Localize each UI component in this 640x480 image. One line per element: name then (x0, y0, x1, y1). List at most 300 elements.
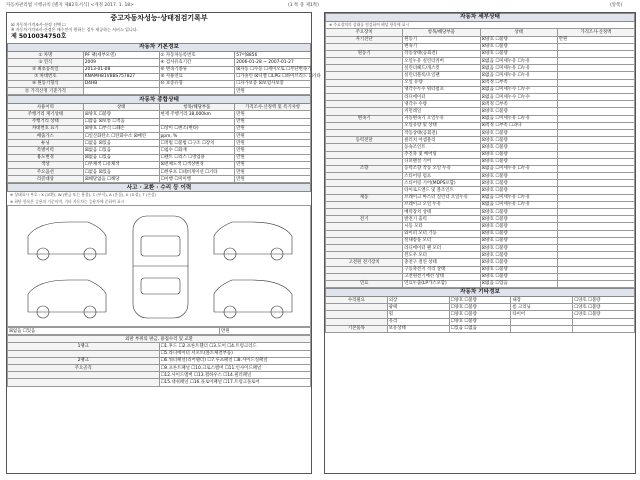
overall-cell: 배출가스 (8, 133, 84, 140)
basic-cell: ☒자동 ☐수동 ☐세미오토 ☐무단변속기 (236, 67, 312, 73)
overall-cell: ☐없음 ☒있음 (83, 168, 159, 175)
overall-cell: 만원 (235, 154, 311, 161)
overall-row (8, 176, 311, 183)
overall-cell: 리콜대상 (8, 176, 84, 183)
detail-cell (326, 86, 403, 93)
detail-cell: ☒양호 ☐불량 (480, 237, 557, 244)
overall-cell: 만원 (235, 168, 311, 175)
basic-cell: ③ 연식 (8, 59, 84, 66)
section-overall-status: 자동차 종합상태 (8, 96, 311, 104)
detail-row (326, 58, 635, 65)
basic-cell: 2013-01-08 (83, 66, 159, 73)
detail-cell: ☒양호 ☐불량 (480, 216, 557, 223)
detail-cell (557, 137, 634, 144)
detail-cell: ☒없음 ☐미세누유 ☐누유 (480, 72, 557, 79)
parts-row (8, 372, 311, 379)
basic-row (8, 52, 311, 59)
detail-cell: ☒양호 ☐불량 (480, 144, 557, 151)
parts-row (8, 357, 311, 364)
detail-cell: ☒없음 ☐미세누유 ☐누유 (480, 201, 557, 208)
document-number: 제 5010034750호 (11, 33, 67, 41)
etc-cell: 룸 크리닝 (511, 304, 573, 311)
parts-title: 외판 부위의 판금, 용접수리 및 교환 (8, 336, 311, 343)
basic-cell: ☐자가보증 ☒보험사보증 (235, 80, 311, 87)
etc-cell: 내장 (511, 297, 573, 304)
form-law-ref: 자동차관리법 시행규칙 [별지 제82호서식] <개정 2017. 1. 18> (6, 3, 134, 8)
overall-cell: 만원 (235, 147, 311, 154)
overall-cell: 만원 (235, 133, 311, 140)
detail-cell: ☒양호 ☐불량 (480, 151, 557, 158)
detail-cell: 제동 (326, 194, 403, 201)
section-accident: 사고 · 교환 · 수리 등 이력 (8, 184, 311, 192)
col-item: 항목/해당부품 (159, 104, 235, 111)
detail-cell: 동력조향 작동 오일 누유 (403, 165, 480, 172)
overall-row (8, 168, 311, 175)
basic-cell: ☐가솔린 ☒디젤 ☐LPG ☐하이브리드 ☐기타 (236, 74, 321, 80)
detail-cell (326, 158, 403, 165)
detail-row (326, 72, 635, 79)
parts-row (8, 364, 311, 371)
detail-cell: 동력전달 (326, 137, 403, 144)
basic-cell: PF 팩(세부모델) (83, 52, 159, 59)
detail-cell: ☒양호 ☐불량 (480, 173, 557, 180)
detail-row (326, 137, 635, 144)
accident-table (7, 183, 311, 192)
parts-cell (8, 350, 160, 357)
detail-row (326, 86, 635, 93)
detail-row (326, 201, 635, 208)
detail-cell (557, 194, 634, 201)
repair-flag: ☒없음 ☐있음 (8, 328, 220, 335)
detail-row (326, 187, 635, 194)
detail-row (326, 158, 635, 165)
overall-cell: 차대번호 표기 (8, 125, 84, 132)
basic-cell (159, 88, 235, 95)
detail-row (326, 266, 635, 273)
parts-cell: ☐1.후드 ☐2.프론트휀더 ☐3.도어 ☐4.트렁크리드 (159, 343, 311, 350)
detail-cell: 만원 (557, 36, 634, 43)
parts-row (8, 379, 311, 386)
etc-cell: 휠 (387, 311, 449, 318)
detail-cell: ☒양호 ☐불량 (480, 259, 557, 266)
detail-cell (326, 223, 403, 230)
detail-cell (557, 115, 634, 122)
detail-cell (557, 223, 634, 230)
basic-cell: ⑤ 최초등록일 (8, 66, 84, 73)
overall-row (8, 111, 311, 118)
etc-cell: ☐양호 ☐불량 (573, 311, 635, 318)
top-bar (0, 0, 640, 10)
overall-cell: ☐침수 ☐화재 (159, 147, 235, 154)
detail-cell: 스티어링 펌프 (403, 173, 480, 180)
basic-cell: ⑥ 변속기종류 (159, 66, 235, 73)
detail-row (326, 223, 635, 230)
detail-cell: ☒양호 ☐불량 (480, 273, 557, 280)
etc-cell: ☐양호 ☐불량 (449, 297, 511, 304)
detail-row (326, 94, 635, 101)
back-page (324, 12, 636, 474)
detail-row (326, 244, 635, 251)
overall-cell: 용도변경 (8, 154, 84, 161)
etc-row (326, 325, 635, 332)
overall-cell: ☐없음 ☒있음 (83, 140, 159, 147)
detail-cell: 연료누출(LP가스포함) (403, 280, 480, 287)
basic-cell: ⑦ 차대번호 (8, 73, 84, 80)
detail-cell: 커먼레일 (403, 108, 480, 115)
detail-cell (326, 65, 403, 72)
detail-cell: ☒없음 ☐미세누유 ☐누유 (480, 194, 557, 201)
detail-cell (326, 58, 403, 65)
detail-row (326, 237, 635, 244)
detail-cell (557, 43, 634, 50)
basic-row (8, 88, 311, 95)
etc-cell: 외장 (387, 297, 449, 304)
detail-cell (557, 252, 634, 259)
basic-cell: ⑩ 보증유형 (159, 80, 235, 87)
basic-cell (83, 88, 159, 95)
overall-cell: 현재 주행거리 38,000km (159, 111, 235, 118)
parts-cell (8, 379, 160, 386)
col-state: 상태 (83, 104, 159, 111)
parts-table (7, 335, 311, 386)
detail-cell: ☒없음 ☐미세누수 ☐누수 (480, 94, 557, 101)
detail-row (326, 230, 635, 237)
detail-cell: ☒없음 ☐있음 (480, 280, 557, 287)
detail-cell: ☒양호 ☐불량 (480, 137, 557, 144)
detail-cell (326, 144, 403, 151)
repair-flag-table (7, 327, 311, 335)
detail-cell (557, 165, 634, 172)
detail-cell: 실린더블록/오일팬 (403, 72, 480, 79)
detail-cell: 타이로드엔드 및 볼조인트 (403, 187, 480, 194)
detail-row (326, 43, 635, 50)
basic-row (8, 59, 311, 66)
detail-cell: 원동기 (326, 50, 403, 57)
basic-row (8, 80, 311, 87)
detail-cell: ☒양호 ☐불량 (480, 209, 557, 216)
basic-row (8, 73, 311, 80)
detail-cell (557, 216, 634, 223)
etc-cell (326, 304, 388, 311)
detail-row (326, 115, 635, 122)
detail-cell: ☒양호 ☐불량 (480, 36, 557, 43)
basic-cell: ⑪ 가격산정 기준가격 (8, 88, 84, 95)
detail-cell (557, 50, 634, 57)
etc-row (326, 311, 635, 318)
basic-cell: D4HB (83, 80, 159, 87)
detail-cell (557, 86, 634, 93)
overall-cell: 만원 (235, 161, 311, 168)
detail-cell: ☒양호 ☐불량 (480, 50, 557, 57)
detail-cell: ☒양호 ☐불량 (480, 223, 557, 230)
overall-row (8, 118, 311, 125)
repair-price: 만원 (220, 328, 311, 335)
detail-cell: 디퍼렌셜 기어 (403, 158, 480, 165)
detail-cell (326, 252, 403, 259)
etc-cell (511, 325, 573, 332)
etc-cell: 타이어 (511, 311, 573, 318)
detail-cell (326, 230, 403, 237)
detail-cell (326, 209, 403, 216)
detail-cell: ☒양호 ☐불량 (480, 230, 557, 237)
car-outline-drawing (8, 206, 312, 326)
basic-cell: 만원 (235, 88, 311, 95)
overall-cell: ☐많음 ☒보통 ☐적음 (83, 118, 159, 125)
detail-cell: 자동변속기 오일누유 (403, 115, 480, 122)
etc-table (325, 288, 635, 333)
detail-cell (557, 259, 634, 266)
detail-cell: 추진축 및 베어링 (403, 151, 480, 158)
detail-cell (557, 101, 634, 108)
etc-cell (573, 325, 635, 332)
detail-cell (326, 266, 403, 273)
detail-cell: 클러치 어셈블리 (403, 137, 480, 144)
overall-cell: 주요옵션 (8, 168, 84, 175)
etc-cell: ☐양호 ☐불량 (449, 318, 511, 325)
detail-cell: 브레이크 오일 누유 (403, 201, 480, 208)
detail-cell: 고전원 전기장치 (326, 259, 403, 266)
col-detail-price: 가격조사·산정액 (557, 29, 634, 36)
detail-cell: 변속기 (326, 115, 403, 122)
overall-cell: ☒양호 ☐부식 ☐훼손 (83, 125, 159, 132)
detail-cell: 발전기 출력 (403, 216, 480, 223)
overall-cell: 만원 (235, 140, 311, 147)
detail-row (326, 144, 635, 151)
detail-cell: ☒양호 ☐불량 (480, 108, 557, 115)
detail-cell: 냉각수 수량 (403, 101, 480, 108)
overall-row (8, 154, 311, 161)
overall-row (8, 161, 311, 168)
col-price: 가격조사·산정액 및 특기사항 (235, 104, 311, 111)
overall-cell: 만원 (235, 176, 311, 183)
detail-cell (326, 273, 403, 280)
col-device: 주요장치 (326, 29, 403, 36)
parts-cell: ☐5.라디에이터 서포트(볼트체결부품) (159, 350, 311, 357)
parts-cell: ☐12.사이드멤버 ☐13.휠하우스 ☐14.필러패널 (159, 372, 311, 379)
detail-row (326, 50, 635, 57)
detail-cell: 와이퍼 모터 기능 (403, 230, 480, 237)
detail-cell (557, 94, 634, 101)
overall-cell: ☐이행 ☐미이행 (159, 176, 235, 183)
overall-status-table (7, 95, 311, 183)
detail-cell (326, 72, 403, 79)
basic-cell: 2006-01-28 ~ 2007-01-27 (235, 59, 311, 66)
overall-cell: ☐무채색 ☐유채색 (83, 161, 159, 168)
detail-cell (326, 173, 403, 180)
detail-cell (557, 280, 634, 287)
detail-row (326, 209, 635, 216)
detail-cell (326, 237, 403, 244)
overall-cell: ☒없음 ☐있음 (83, 147, 159, 154)
detail-cell (557, 79, 634, 86)
detail-row (326, 101, 635, 108)
etc-cell (326, 318, 388, 325)
detail-note: ※ 주요장치의 상태를 점검하여 해당 항목에 표시 (326, 22, 635, 29)
car-parts-diagram (7, 205, 311, 327)
detail-cell: 실린더헤드/개스킷 (403, 65, 480, 72)
etc-cell (511, 318, 573, 325)
overall-cell: 만원 (235, 118, 311, 125)
detail-cell (557, 201, 634, 208)
detail-cell: ☒적정 ☐부족 ☐과다 (480, 122, 557, 129)
basic-cell: ⑨ 원동기형식 (8, 80, 84, 87)
detail-table (325, 13, 635, 288)
overall-cell: ☐렌트 ☐리스 ☐영업용 (159, 154, 235, 161)
overall-cell: 만원 (235, 125, 311, 132)
detail-cell: 오일누유 실린더커버 (403, 58, 480, 65)
detail-cell (557, 230, 634, 237)
detail-cell: ☒없음 ☐미세누수 ☐누수 (480, 86, 557, 93)
detail-cell: 라디에이터 팬 모터 (403, 244, 480, 251)
parts-cell: ☐6.쿼터패널(리어휀더) ☐7.루프패널 ☐8.사이드실패널 (159, 357, 311, 364)
detail-cell: ☒양호 ☐불량 (480, 252, 557, 259)
parts-cell: ☐15.대쉬패널 ☐16.플로어패널 ☐17.트렁크플로어 (159, 379, 311, 386)
detail-cell: 스티어링 기어(MDPS포함) (403, 180, 480, 187)
detail-cell: 배력장치 상태 (403, 209, 480, 216)
detail-cell: ☒양호 ☐불량 (480, 266, 557, 273)
detail-row (326, 36, 635, 43)
overall-cell: 특별이력 (8, 147, 84, 154)
detail-row (326, 129, 635, 136)
etc-cell: 보유상태 (387, 325, 449, 332)
detail-cell: 브레이크 마스터 실린더 오일누유 (403, 194, 480, 201)
detail-cell: 구동축전지 격리 상태 (403, 266, 480, 273)
etc-cell: ☐양호 ☐불량 (573, 304, 635, 311)
detail-cell (557, 129, 634, 136)
detail-row (326, 280, 635, 287)
detail-cell (557, 273, 634, 280)
overall-cell: 색상 (8, 161, 84, 168)
detail-cell: 냉각수누수 워터펌프 (403, 86, 480, 93)
detail-cell (557, 237, 634, 244)
etc-cell: ☐양호 ☐불량 (573, 297, 635, 304)
detail-cell (557, 180, 634, 187)
detail-cell (557, 187, 634, 194)
detail-cell (326, 180, 403, 187)
section-basic-info: 자동차 기본정보 (8, 44, 311, 52)
detail-cell: 원동기 (403, 36, 480, 43)
etc-row (326, 297, 635, 304)
detail-cell (326, 43, 403, 50)
detail-cell: ☒양호 ☐불량 (480, 187, 557, 194)
detail-row (326, 259, 635, 266)
overall-cell: ☐상이 ☐변조(변타) (159, 125, 235, 132)
detail-cell: ☒적정 ☐부족 (480, 79, 557, 86)
overall-cell: 만원 (235, 111, 311, 118)
detail-cell (326, 129, 403, 136)
detail-cell: 오일유량 및 상태 (403, 122, 480, 129)
basic-cell: 2009 (83, 59, 159, 66)
detail-cell: ☒양호 ☐불량 (480, 43, 557, 50)
etc-cell: 수리필요 (326, 297, 388, 304)
detail-row (326, 180, 635, 187)
etc-cell: ☐있음 ☐없음 (449, 325, 511, 332)
detail-cell: ☒적정 ☐부족 (480, 101, 557, 108)
basic-cell: 57어8856 (235, 52, 311, 59)
overall-row (8, 140, 311, 147)
detail-cell (557, 151, 634, 158)
detail-cell: 조향 (326, 165, 403, 172)
overall-row (8, 125, 311, 132)
detail-cell: 변속기 (403, 43, 480, 50)
detail-cell: ☒없음 ☐미세누유 ☐누유 (480, 58, 557, 65)
detail-cell: ☒양호 ☐불량 (480, 180, 557, 187)
detail-row (326, 165, 635, 172)
basic-cell: ① 차명 (8, 52, 84, 59)
detail-cell: 시동 모터 (403, 223, 480, 230)
detail-cell: ☒없음 ☐미세누유 ☐누유 (480, 65, 557, 72)
etc-cell: 유리 (387, 318, 449, 325)
detail-cell (326, 101, 403, 108)
detail-cell (557, 158, 634, 165)
etc-cell: ☐양호 ☐불량 (449, 304, 511, 311)
detail-cell: 작동상태(공회전) (403, 129, 480, 136)
detail-cell (326, 108, 403, 115)
detail-row (326, 108, 635, 115)
detail-cell (557, 244, 634, 251)
detail-cell (326, 94, 403, 101)
etc-cell (573, 318, 635, 325)
status-code-note: ※ 상태표시 부호 : X (교환), W (판금 또는 용접), C (부식), A (흠집), U (요철), T (손상) (10, 192, 157, 198)
detail-cell: 작동상태(공회전) (403, 50, 480, 57)
detail-cell (557, 209, 634, 216)
parts-row (8, 343, 311, 350)
basic-cell: KNAMH81VBBS757827 (83, 73, 159, 80)
overall-cell: ☐썬루프 ☐네비게이션 ☐기타 (159, 168, 235, 175)
detail-cell: 충전구 절연 상태 (403, 259, 480, 266)
etc-cell: 기본품목 (326, 325, 388, 332)
detail-cell: 고전원전기배선 상태 (403, 273, 480, 280)
etc-row (326, 304, 635, 311)
basic-cell: ② 자동차등록번호 (159, 52, 235, 59)
detail-cell: ☒양호 ☐불량 (480, 129, 557, 136)
detail-row (326, 122, 635, 129)
basic-row (8, 66, 311, 73)
overall-row (8, 133, 311, 140)
overall-row (8, 147, 311, 154)
detail-cell (557, 173, 634, 180)
overall-cell (159, 118, 235, 125)
overall-cell: ☒전체도색 ☐색상변경 (159, 161, 235, 168)
parts-cell: ☐9.프론트패널 ☐10.크로스멤버 ☐11.인사이드패널 (159, 364, 311, 371)
detail-cell: ☒없음 ☐미세누유 ☐누유 (480, 165, 557, 172)
page-title: 중고자동차성능·상태점검기록부 (110, 14, 208, 22)
parts-cell: 1랭크 (8, 343, 160, 350)
detail-cell (326, 244, 403, 251)
overall-cell: ☐적법 ☐불법 ☐구조 ☐장치 (159, 140, 235, 147)
overall-cell: ☐일산화탄소 ☐탄화수소 ☒매연 (83, 133, 159, 140)
detail-cell: 실내송풍 모터 (403, 237, 480, 244)
overall-cell: ppm, % (159, 133, 235, 140)
overall-cell: ☒해당없음 ☐해당 (83, 176, 159, 183)
etc-cell: 광택 (387, 304, 449, 311)
overall-cell: 주행거리 상태 (8, 118, 84, 125)
col-history: 사용이력 (8, 104, 84, 111)
parts-cell (8, 372, 160, 379)
basic-info-table (7, 43, 321, 95)
detail-cell (326, 79, 403, 86)
etc-cell: ☐양호 ☐불량 (449, 311, 511, 318)
detail-cell (326, 201, 403, 208)
detail-row (326, 194, 635, 201)
detail-row (326, 173, 635, 180)
detail-cell (326, 187, 403, 194)
overall-cell: ☒없음 ☐있음 (83, 154, 159, 161)
etc-cell (326, 311, 388, 318)
detail-row (326, 151, 635, 158)
section-detail: 자동차 세부상태 (326, 14, 635, 22)
price-note: ※ 자동차가격조사·산정은 매수인이 원하는 경우 제공하는 서비스 입니다. (11, 26, 138, 32)
